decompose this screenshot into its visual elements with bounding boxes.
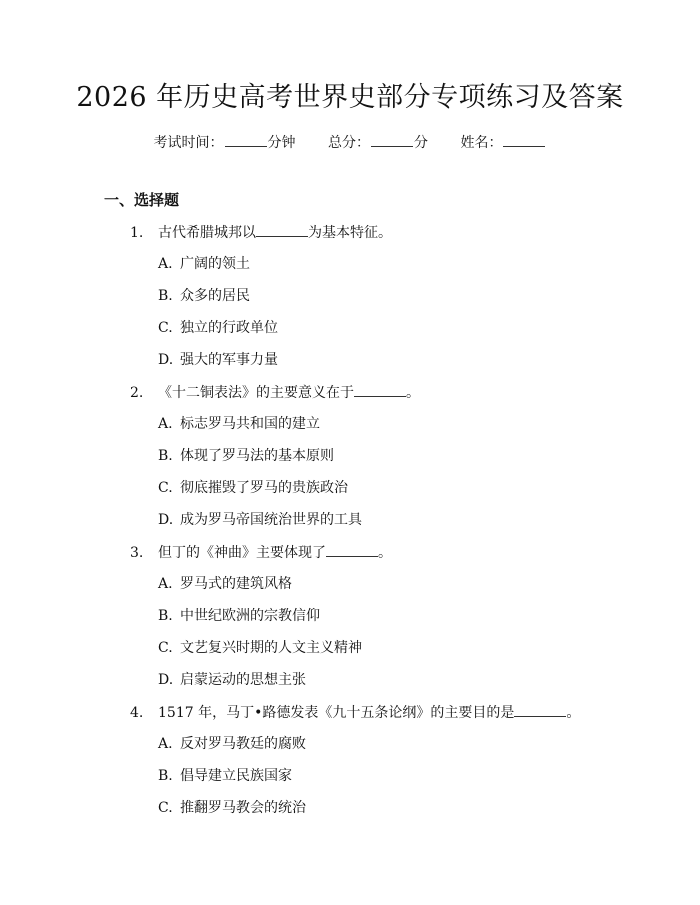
question <box>130 702 580 723</box>
option-text: 文艺复兴时期的人文主义精神 <box>180 640 362 656</box>
option-text: 彻底摧毁了罗马的贵族政治 <box>180 480 348 496</box>
option-letter: C. <box>158 640 173 656</box>
option-item <box>158 606 320 626</box>
question-stem: 但丁的《神曲》主要体现了 <box>158 545 326 561</box>
option-letter: D. <box>158 352 174 368</box>
exam-time-blank <box>225 132 267 147</box>
total-score <box>328 132 428 153</box>
option-item <box>158 638 362 658</box>
option-item <box>158 734 306 754</box>
option-item <box>158 350 278 370</box>
option-item <box>158 254 250 274</box>
question-stem-end: 。 <box>378 545 392 561</box>
student-name-label: 姓名： <box>460 135 503 151</box>
option-letter: A. <box>158 416 173 432</box>
total-score-label: 总分： <box>328 135 370 151</box>
option-text: 反对罗马教廷的腐败 <box>180 736 306 752</box>
question-number: 3. <box>130 545 144 561</box>
option-letter: C. <box>158 320 173 336</box>
option-text: 众多的居民 <box>180 288 250 304</box>
option-text: 倡导建立民族国家 <box>180 768 292 784</box>
exam-info-line <box>0 132 700 153</box>
option-item <box>158 574 292 594</box>
section-heading: 一、选择题 <box>104 191 180 209</box>
option-letter: A. <box>158 576 173 592</box>
answer-blank <box>256 222 308 237</box>
question <box>130 542 392 563</box>
question-stem-end: 。 <box>406 385 420 401</box>
option-text: 中世纪欧洲的宗教信仰 <box>180 608 320 624</box>
option-item <box>158 446 334 466</box>
student-name <box>460 132 546 153</box>
answer-blank <box>326 542 378 557</box>
option-letter: B. <box>158 768 173 784</box>
option-text: 强大的军事力量 <box>180 352 278 368</box>
total-score-unit: 分 <box>414 135 428 151</box>
option-letter: B. <box>158 288 173 304</box>
option-text: 广阔的领土 <box>180 256 250 272</box>
option-letter: C. <box>158 480 173 496</box>
option-letter: A. <box>158 736 173 752</box>
exam-time-label: 考试时间： <box>153 135 224 151</box>
option-item <box>158 318 278 338</box>
document-title: 2026 年历史高考世界史部分专项练习及答案 <box>76 82 624 113</box>
question-stem: 《十二铜表法》的主要意义在于 <box>158 385 354 401</box>
question-number: 2. <box>130 385 144 401</box>
option-item <box>158 766 292 786</box>
option-letter: B. <box>158 448 173 464</box>
total-score-blank <box>371 132 413 147</box>
student-name-blank <box>503 132 545 147</box>
question-stem-end: 。 <box>566 705 581 721</box>
question <box>130 382 420 403</box>
option-letter: B. <box>158 608 173 624</box>
option-text: 成为罗马帝国统治世界的工具 <box>180 512 362 528</box>
option-text: 独立的行政单位 <box>180 320 278 336</box>
answer-blank <box>514 702 566 717</box>
question <box>130 222 392 243</box>
question-number: 4. <box>130 705 144 721</box>
option-letter: A. <box>158 256 173 272</box>
option-text: 启蒙运动的思想主张 <box>180 672 306 688</box>
option-item <box>158 478 348 498</box>
question-stem: 古代希腊城邦以 <box>158 225 256 241</box>
question-stem-end: 为基本特征。 <box>308 225 392 241</box>
option-letter: D. <box>158 512 174 528</box>
option-item <box>158 670 306 690</box>
option-letter: D. <box>158 672 174 688</box>
exam-time-unit: 分钟 <box>267 135 296 151</box>
answer-blank <box>354 382 406 397</box>
option-text: 罗马式的建筑风格 <box>180 576 292 592</box>
question-stem: 1517 年，马丁•路德发表《九十五条论纲》的主要目的是 <box>158 705 515 721</box>
option-item <box>158 798 306 818</box>
option-text: 标志罗马共和国的建立 <box>180 416 320 432</box>
option-text: 体现了罗马法的基本原则 <box>180 448 334 464</box>
option-item <box>158 286 250 306</box>
option-text: 推翻罗马教会的统治 <box>180 800 306 816</box>
option-item <box>158 414 320 434</box>
option-item <box>158 510 362 530</box>
option-letter: C. <box>158 800 173 816</box>
exam-time <box>154 132 296 153</box>
question-number: 1. <box>130 225 144 241</box>
